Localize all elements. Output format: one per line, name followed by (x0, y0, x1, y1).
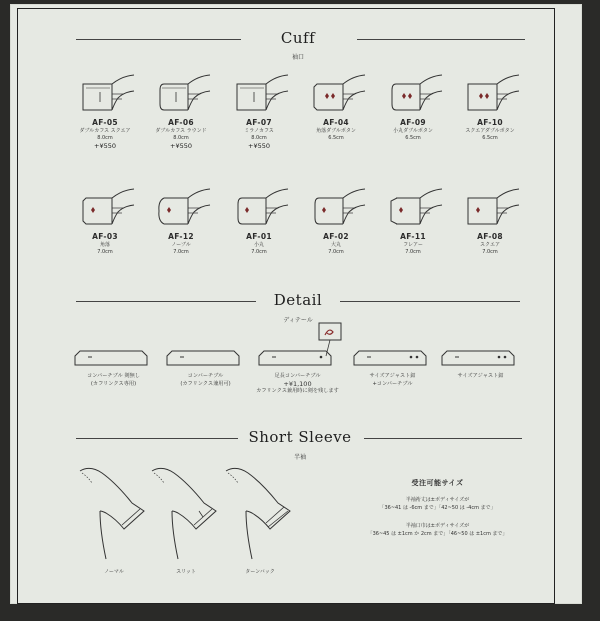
order-note-2: 半袖口巾は±ボディサイズが (405, 523, 470, 529)
cuff-price: +¥550 (248, 142, 270, 150)
cuff-size: 6.5cm (482, 135, 498, 141)
cuff-name: フレアー (403, 242, 423, 248)
detail-item (66, 347, 161, 388)
short-sleeve-icon (150, 465, 222, 565)
cuff-size: 7.0cm (173, 249, 189, 255)
detail-caption: コンバーチブル 剣無し (カフリンクス専用) (87, 373, 140, 387)
cuff-title: Cuff (280, 29, 316, 47)
order-range-1: 「36~41 は -6cm まで」「42~50 は -4cm まで」 (379, 504, 496, 511)
cuff-illustration-icon (150, 72, 212, 116)
detail-subtitle: ディテール (283, 317, 313, 324)
detail-rule-left (76, 301, 256, 302)
cuff-item (141, 72, 221, 151)
collar-band-icon (258, 347, 338, 367)
cuff-name: スクエアダブルボタン (465, 128, 515, 134)
cuff-rule-right (357, 39, 525, 40)
cuff-code: AF-05 (92, 118, 118, 127)
cuff-item (296, 186, 376, 256)
cuff-name: 大丸 (330, 242, 341, 248)
collar-band-icon (441, 347, 521, 367)
sleeve-caption: ノーマル (104, 569, 124, 575)
cuff-code: AF-09 (400, 118, 426, 127)
cuff-code: AF-02 (323, 232, 349, 241)
cuff-illustration-icon (382, 72, 444, 116)
detail-item (433, 347, 528, 381)
cuff-name: 角落 (99, 242, 110, 248)
cuff-name: 角落ダブルボタン (316, 128, 356, 134)
cuff-code: AF-11 (400, 232, 426, 241)
cuff-name: ダブルカフス ラウンド (155, 128, 207, 134)
cuff-size: 7.0cm (97, 249, 113, 255)
collar-band-icon (74, 347, 154, 367)
cuff-size: 7.0cm (482, 249, 498, 255)
cuff-code: AF-10 (477, 118, 503, 127)
sleeve-rule-left (76, 438, 238, 439)
detail-item (250, 347, 345, 396)
cuff-code: AF-03 (92, 232, 118, 241)
cuff-size: 6.5cm (405, 135, 421, 141)
cuff-size: 7.0cm (251, 249, 267, 255)
cuff-code: AF-12 (168, 232, 194, 241)
cuff-item (373, 72, 453, 142)
cuff-item (141, 186, 221, 256)
cuff-item (296, 72, 376, 142)
order-note-1: 半袖裄丈は±ボディサイズが (405, 497, 470, 503)
cuff-illustration-icon (74, 186, 136, 230)
cuff-item (373, 186, 453, 256)
sleeve-caption: スリット (176, 569, 196, 575)
background-edge (582, 0, 600, 621)
sleeve-title: Short Sleeve (248, 428, 352, 446)
cuff-item (219, 186, 299, 256)
detail-item (345, 347, 440, 388)
cuff-name: ミラノカフス (244, 128, 274, 134)
cuff-name: 小丸ダブルボタン (393, 128, 433, 134)
detail-caption: サイズアジャスト釦 +コンバーチブル (369, 373, 416, 387)
cuff-item (65, 72, 145, 151)
detail-rule-right (340, 301, 520, 302)
cuff-size: 8.0cm (173, 135, 189, 141)
detail-caption: サイズアジャスト釦 (457, 373, 504, 379)
cuff-code: AF-06 (168, 118, 194, 127)
cuff-code: AF-07 (246, 118, 272, 127)
collar-band-icon (166, 347, 246, 367)
sleeve-rule-right (364, 438, 522, 439)
cuff-illustration-icon (305, 186, 367, 230)
cuff-size: 8.0cm (97, 135, 113, 141)
collar-band-icon (353, 347, 433, 367)
sleeve-caption: ターンバック (245, 569, 275, 575)
cuff-illustration-icon (228, 186, 290, 230)
cuff-name: ノーブル (171, 242, 191, 248)
cuff-item (450, 72, 530, 142)
cuff-illustration-icon (459, 72, 521, 116)
cuff-item (219, 72, 299, 151)
cuff-code: AF-01 (246, 232, 272, 241)
cuff-illustration-icon (228, 72, 290, 116)
cuff-price: +¥550 (94, 142, 116, 150)
order-size-box (345, 478, 530, 538)
cuff-code: AF-04 (323, 118, 349, 127)
cuff-illustration-icon (459, 186, 521, 230)
short-sleeve-icon (224, 465, 296, 565)
cuff-size: 8.0cm (251, 135, 267, 141)
cuff-item (450, 186, 530, 256)
cuff-illustration-icon (305, 72, 367, 116)
cuff-size: 7.0cm (328, 249, 344, 255)
sleeve-subtitle: 半袖 (293, 454, 306, 461)
cuff-illustration-icon (382, 186, 444, 230)
cuff-code: AF-08 (477, 232, 503, 241)
detail-title: Detail (273, 291, 323, 309)
detail-caption: 足長コンバーチブル +¥1,100 カフリンクス兼用時に剣を残します (256, 373, 339, 394)
cuff-price: +¥550 (170, 142, 192, 150)
cuff-size: 7.0cm (405, 249, 421, 255)
cuff-illustration-icon (74, 72, 136, 116)
cuff-illustration-icon (150, 186, 212, 230)
cuff-subtitle: 袖口 (291, 54, 304, 61)
sleeve-item (150, 465, 222, 575)
cuff-rule-left (76, 39, 241, 40)
short-sleeve-icon (78, 465, 150, 565)
detail-item (158, 347, 253, 388)
cuff-name: 小丸 (253, 242, 264, 248)
order-range-2: 「36~45 は ±1cm か 2cm まで」「46~50 は ±1cm まで」 (367, 530, 508, 537)
sleeve-item (224, 465, 296, 575)
sleeve-item (78, 465, 150, 575)
cuff-size: 6.5cm (328, 135, 344, 141)
detail-caption: コンバーチブル (カフリンクス兼用可) (180, 373, 231, 387)
cuff-item (65, 186, 145, 256)
cuff-name: スクエア (480, 242, 500, 248)
order-size-title: 受注可能サイズ (411, 479, 464, 487)
cuff-name: ダブルカフス スクエア (79, 128, 131, 134)
